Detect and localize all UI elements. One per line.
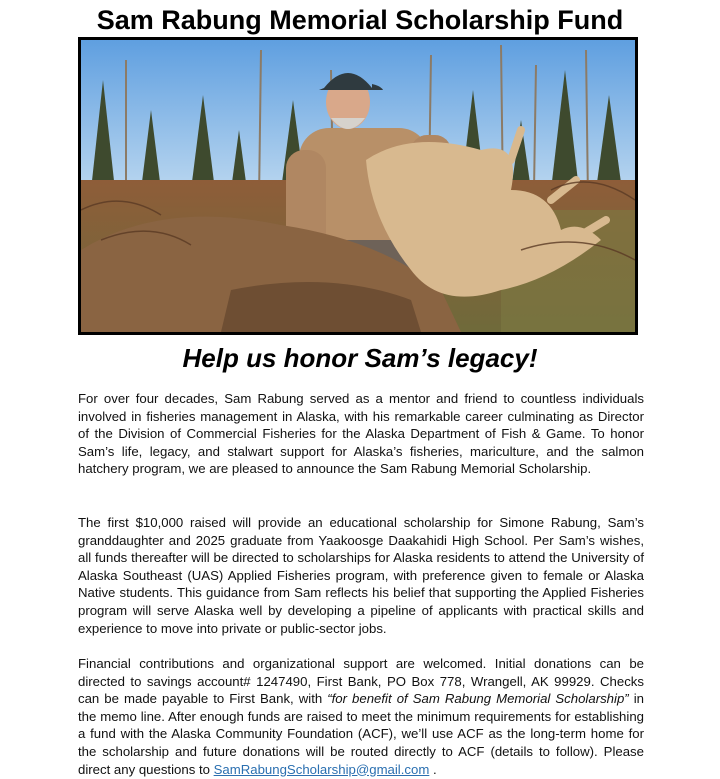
intro-paragraph: For over four decades, Sam Rabung served as a mentor and friend to countless individuals involved in fisheries management in Alaska, with his remarkable career culminating as Director of the Division of Commercial Fisheries for the Alaska Department of Fish & Game. To honor Sam’s life, legacy, and stalwart support for Alaska’s fisheries, mariculture, and the salmon hatchery program, we are pleased to announce the Sam Rabung Memorial Scholarship. [78,391,644,477]
page-title: Sam Rabung Memorial Scholarship Fund [96,5,624,35]
memo-text: “for benefit of Sam Rabung Memorial Scholarship” [327,691,629,707]
memorial-photo [78,37,638,335]
donation-text-1: Financial contributions and organizational support are welcomed. Initial donations can be directed to savings account# 1247490, First Bank, PO Box 778, Wrangell, AK 99929. Checks can be made payable to First Bank, with [78,656,644,707]
donation-text-3: . [429,761,437,777]
donation-text-2: in the memo line. After enough funds are raised to meet the minimum requirements for establishing a fund with the Alaska Community Foundation (ACF), we’ll use ACF as the long-term home for the scholarship and future donations will be routed directly to ACF (details to follow). Please direct any questions to [78,691,644,777]
contact-email-link[interactable]: SamRabungScholarship@gmail.com [213,761,430,777]
subtitle: Help us honor Sam’s legacy! [182,343,538,373]
scholarship-paragraph: The first $10,000 raised will provide an educational scholarship for Simone Rabung, Sam’s granddaughter and 2025 graduate from Yaakoosge Daakahidi High School. Per Sam’s wishes, all funds thereafter will be directed to scholarships for Alaska residents to attend the University of Alaska Southeast (UAS) Applied Fisheries program, with preference given to female or Alaska Native students. This guidance from Sam reflects his belief that supporting the Applied Fisheries program will serve Alaska well by developing a pipeline of applicants with practical skills and experience to move into private or public-sector jobs. [78,515,644,636]
photo-illustration [81,40,635,332]
donation-paragraph [78,655,644,778]
